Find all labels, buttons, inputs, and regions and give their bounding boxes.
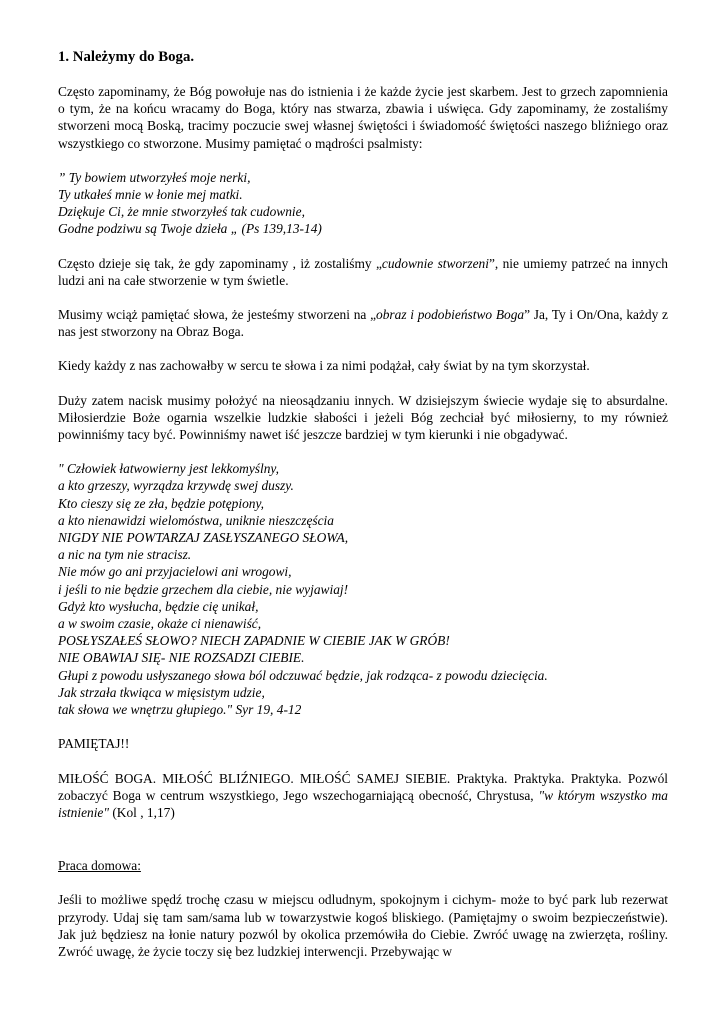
homework-paragraph: Jeśli to możliwe spędź trochę czasu w miejscu odludnym, spokojnym i cichym- może to być park lub rezerwat przyrody. Udaj się tam sam/sama lub w towarzystwie kogoś bliskiego. (Pamiętajmy o swoim bezpieczeństwie). Jak już będziesz na łonie natury pozwól by okolica przemówiła do Ciebie. Zwróć uwagę na zwierzęta, rośliny. Zwróć uwagę, że życie toczy się bez ludzkiej interwencji. Przebywając w	[58, 892, 668, 959]
quote-line: NIE OBAWIAJ SIĘ- NIE ROZSADZI CIEBIE.	[58, 650, 305, 666]
quote-line: a w swoim czasie, okaże ci nienawiść,	[58, 616, 262, 632]
homework-heading-text: Praca domowa:	[58, 858, 141, 874]
quote-line: Kto cieszy się ze zła, będzie potępiony,	[58, 495, 265, 511]
text-run-italic: "w którym wszystko ma istnienie"	[58, 787, 669, 820]
quote-line: a kto grzeszy, wyrządza krzywdę swej duszy.	[58, 478, 294, 494]
text-run-italic: cudownie stworzeni	[381, 255, 489, 271]
quote-line: tak słowa we wnętrzu głupiego." Syr 19, 4-12	[58, 702, 302, 718]
doc-title: 1. Należymy do Boga.	[58, 49, 195, 65]
text-run: Musimy wciąż pamiętać słowa, że jesteśmy stworzeni na „	[58, 307, 377, 323]
quote-line: a nic na tym nie stracisz.	[58, 547, 192, 563]
intro-paragraph: Często zapominamy, że Bóg powołuje nas do istnienia i że każde życie jest skarbem. Jest to grzech zapomnienia o tym, że na końcu wracamy do Boga, który nas stwarza, zbawia i uświęca. Gdy zapominamy, że zostaliśmy stworzeni mocą Boską, tracimy poczucie swej własnej świętości i świadomość świętości naszego bliźniego oraz wszystkiego co stworzone. Musimy pamiętać o mądrości psalmisty:	[58, 84, 668, 151]
quote-line: i jeśli to nie będzie grzechem dla ciebie, nie wyjawiaj!	[58, 581, 349, 597]
image-of-god-paragraph	[58, 306, 668, 340]
quote-line: ” Ty bowiem utworzyłeś moje nerki,	[58, 169, 251, 185]
text-run: (Kol , 1,17)	[109, 804, 175, 820]
text-run: ” Ja, Ty i On/Ona, każdy z nas jest stworzony na Obraz Boga.	[58, 307, 668, 340]
quote-line: NIGDY NIE POWTARZAJ ZASŁYSZANEGO SŁOWA,	[58, 530, 349, 546]
psalm-quote	[58, 169, 668, 238]
quote-line: Godne podziwu są Twoje dzieła „ (Ps 139,13-14)	[58, 221, 322, 237]
quote-line: Nie mów go ani przyjacielowi ani wrogowi,	[58, 564, 292, 580]
mercy-paragraph: Duży zatem nacisk musimy położyć na nieosądzaniu innych. W dzisiejszym świecie wydaje się to absurdalne. Miłosierdzie Boże ogarnia wszelkie ludzkie słabości i jeżeli Bóg zechciał być miłosierny, to my również powinniśmy tacy być. Powinniśmy nawet iść jeszcze bardziej w tym kierunki i nie obgadywać.	[58, 392, 668, 443]
quote-line: Głupi z powodu usłyszanego słowa ból odczuwać będzie, jak rodząca- z powodu dziecięcia.	[58, 667, 548, 683]
quote-line: a kto nienawidzi wielomóstwa, uniknie nieszczęścia	[58, 512, 334, 528]
text-run: ”, nie umiemy patrzeć na innych ludzi ani na całe stworzenie w tym świetle.	[58, 255, 668, 288]
homework-heading	[58, 857, 668, 874]
quote-line: Dziękuje Ci, że mnie stworzyłeś tak cudownie,	[58, 204, 305, 220]
created-paragraph	[58, 255, 668, 289]
quote-line: Ty utkałeś mnie w łonie mej matki.	[58, 187, 243, 203]
text-run: Często dzieje się tak, że gdy zapominamy , iż zostaliśmy „	[58, 255, 382, 271]
quote-line: Gdyż kto wysłucha, będzie cię unikał,	[58, 598, 259, 614]
sirach-quote	[58, 460, 668, 718]
text-run: MIŁOŚĆ BOGA. MIŁOŚĆ BLIŹNIEGO. MIŁOŚĆ SAMEJ SIEBIE. Praktyka. Praktyka. Praktyka. Pozwól zobaczyć Boga w centrum wszystkiego, Jego wszechogarniającą obecność, Chrystusa,	[58, 770, 668, 803]
reminder-text: PAMIĘTAJ!!	[58, 736, 130, 752]
quote-line: Jak strzała tkwiąca w mięsistym udzie,	[58, 684, 265, 700]
love-paragraph	[58, 770, 668, 822]
heart-paragraph: Kiedy każdy z nas zachowałby w sercu te słowa i za nimi podążał, cały świat by na tym skorzystał.	[58, 358, 590, 374]
quote-line: " Człowiek łatwowierny jest lekkomyślny,	[58, 461, 279, 477]
quote-line: POSŁYSZAŁEŚ SŁOWO? NIECH ZAPADNIE W CIEBIE JAK W GRÓB!	[58, 633, 450, 649]
text-run-italic: obraz i podobieństwo Boga	[376, 307, 525, 323]
